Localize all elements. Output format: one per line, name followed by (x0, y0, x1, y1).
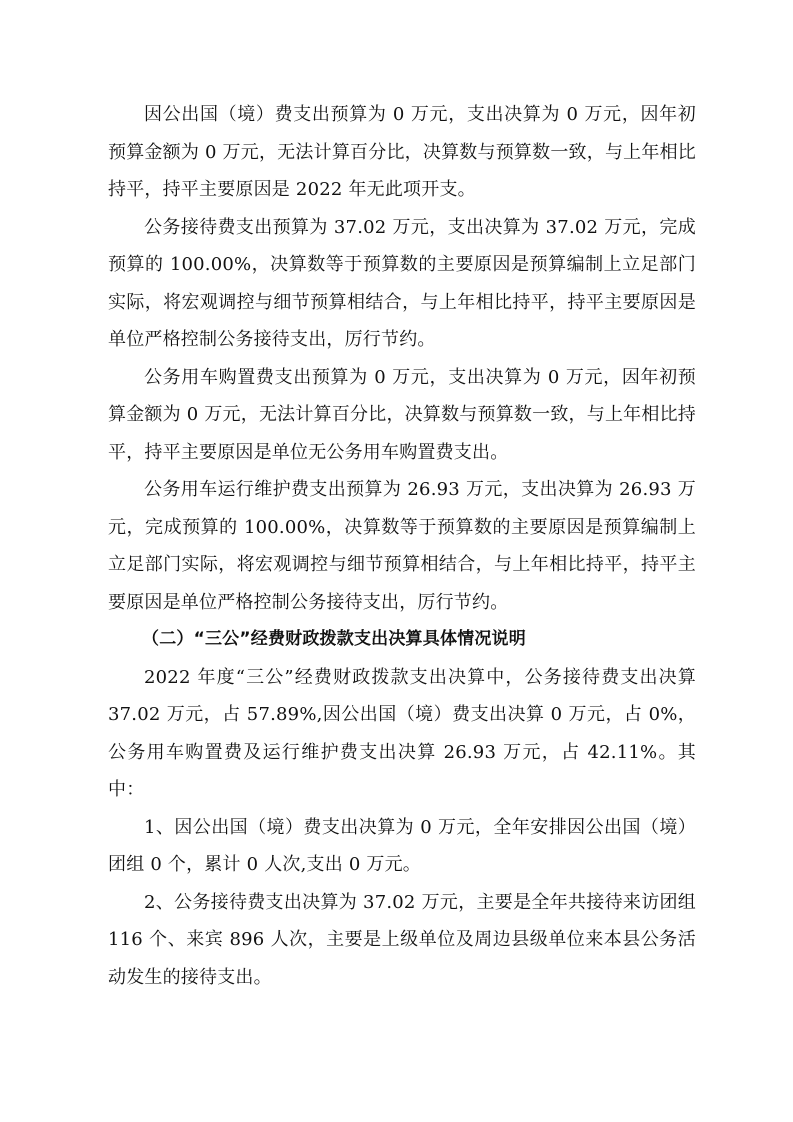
paragraph-item-2-official-reception: 2、公务接待费支出决算为 37.02 万元，主要是全年共接待来访团组 116 个、来宾 896 人次，主要是上级单位及周边县级单位来本县公务活动发生的接待支出。 (108, 891, 696, 988)
paragraph-vehicle-maintenance-budget: 公务用车运行维护费支出预算为 26.93 万元，支出决算为 26.93 万元，完成预算的 100.00%，决算数等于预算数的主要原因是预算编制上立足部门实际，将宏观调控与细节预算相结合，与上年相比持平，持平主要原因是单位严格控制公务接待支出，厉行节约。 (108, 479, 696, 613)
paragraph-item-1-overseas-trip: 1、因公出国（境）费支出决算为 0 万元，全年安排因公出国（境）团组 0 个，累计 0 人次,支出 0 万元。 (108, 816, 696, 875)
document-page (108, 96, 696, 996)
paragraph-three-public-summary: 2022 年度“三公”经费财政拨款支出决算中，公务接待费支出决算 37.02 万元，占 57.89%,因公出国（境）费支出决算 0 万元，占 0%，公务用车购置费及运行维护费支出决算 26.93 万元，占 42.11%。其中： (108, 666, 696, 800)
paragraph-vehicle-purchase-budget: 公务用车购置费支出预算为 0 万元，支出决算为 0 万元，因年初预算金额为 0 万元，无法计算百分比，决算数与预算数一致，与上年相比持平，持平主要原因是单位无公务用车购置费支出。 (108, 366, 696, 463)
section-heading-three-public-expenses: （二）“三公”经费财政拨款支出决算具体情况说明 (142, 629, 526, 649)
paragraph-official-reception-budget: 公务接待费支出预算为 37.02 万元，支出决算为 37.02 万元，完成预算的 100.00%，决算数等于预算数的主要原因是预算编制上立足部门实际，将宏观调控与细节预算相结合，与上年相比持平，持平主要原因是单位严格控制公务接待支出，厉行节约。 (108, 216, 696, 350)
paragraph-overseas-trip-budget: 因公出国（境）费支出预算为 0 万元，支出决算为 0 万元，因年初预算金额为 0 万元，无法计算百分比，决算数与预算数一致，与上年相比持平，持平主要原因是 2022 年无此项开支。 (108, 104, 696, 200)
